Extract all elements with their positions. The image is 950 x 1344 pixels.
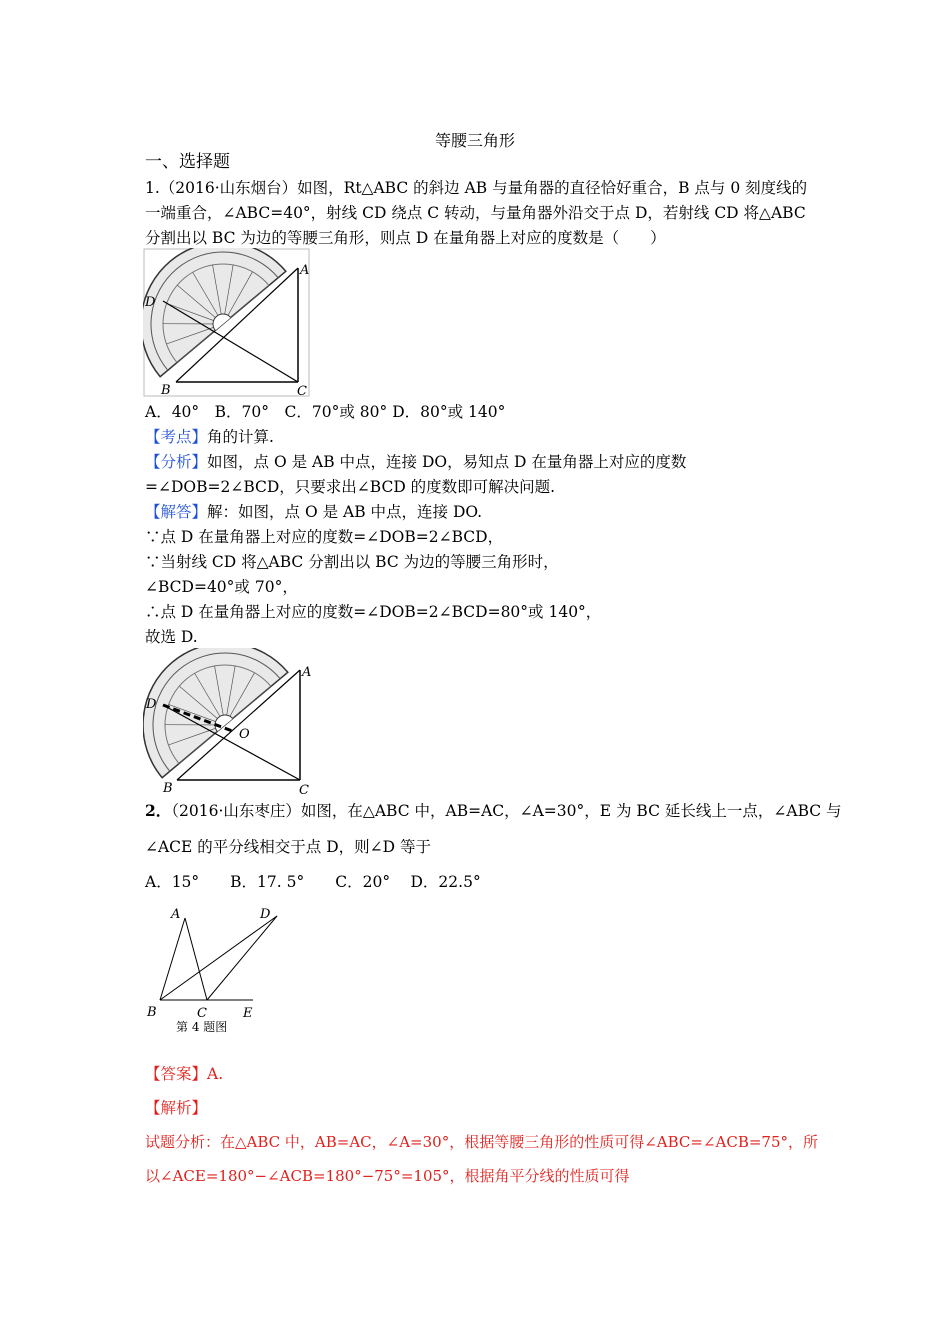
q2-text-1: （2016·山东枣庄）如图，在△ABC 中，AB=AC，∠A=30°，E 为 BC 延长线上一点，∠ABC 与: [171, 802, 842, 820]
q1-kaodian: [145, 427, 274, 447]
fig1-label-d: D: [145, 295, 156, 310]
answer-text: A.: [207, 1065, 224, 1083]
fenxi-tag: 【分析】: [145, 453, 208, 471]
q1-step-4: ∴点 D 在量角器上对应的度数=∠DOB=2∠BCD=80°或 140°，: [145, 603, 602, 621]
q1-options: A．40° B．70° C．70°或 80° D．80°或 140°: [145, 403, 506, 421]
q1-line-3: 分割出以 BC 为边的等腰三角形，则点 D 在量角器上对应的度数是（ ）: [145, 229, 666, 247]
q1-step-3: ∠BCD=40°或 70°，: [145, 578, 298, 596]
fenxi-text-1: 如图，点 O 是 AB 中点，连接 DO，易知点 D 在量角器上对应的度数: [207, 453, 687, 471]
q2-line-2: ∠ACE 的平分线相交于点 D，则∠D 等于: [145, 838, 431, 856]
jieda-text: 解：如图，点 O 是 AB 中点，连接 DO.: [207, 503, 483, 521]
protractor-figure-1: [143, 248, 311, 398]
fig2-label-d: D: [146, 697, 157, 712]
q1-step-2: ∵当射线 CD 将△ABC 分割出以 BC 为边的等腰三角形时，: [145, 553, 559, 571]
q1-line-2: 一端重合，∠ABC=40°，射线 CD 绕点 C 转动，与量角器外沿交于点 D，若射线 CD 将△ABC: [145, 204, 806, 222]
triangle-figure: [143, 904, 293, 1036]
q2-number: 2．: [145, 801, 172, 820]
q2-answer: [145, 1064, 223, 1084]
fig3-label-a: A: [171, 907, 181, 922]
protractor-figure-2: [143, 648, 315, 796]
q1-step-5: 故选 D.: [145, 628, 198, 646]
q1-fenxi: [145, 452, 686, 472]
q2-line-1: [145, 801, 842, 821]
fig1-label-b: B: [161, 383, 171, 398]
q1-line-1: 1.（2016·山东烟台）如图，Rt△ABC 的斜边 AB 与量角器的直径恰好重合，B 点与 0 刻度线的: [145, 179, 808, 197]
q1-fenxi-2: =∠DOB=2∠BCD，只要求出∠BCD 的度数即可解决问题.: [145, 478, 556, 496]
q1-jieda: [145, 502, 482, 522]
fig1-label-c: C: [297, 384, 307, 398]
fig3-caption: 第 4 题图: [176, 1020, 228, 1034]
fig2-label-b: B: [163, 781, 173, 796]
q2-analysis-line-1: 试题分析：在△ABC 中，AB=AC，∠A=30°，根据等腰三角形的性质可得∠ABC=∠ACB=75°，所: [145, 1133, 819, 1151]
fig2-label-o: O: [239, 727, 250, 742]
fig1-label-a: A: [300, 263, 310, 278]
section-heading: 一、选择题: [145, 152, 230, 172]
fig3-label-d: D: [260, 907, 271, 922]
fig3-label-c: C: [197, 1006, 207, 1021]
fig3-label-b: B: [147, 1005, 157, 1020]
fig2-label-a: A: [302, 665, 312, 680]
page-title: 等腰三角形: [434, 131, 515, 150]
kaodian-tag: 【考点】: [145, 428, 208, 446]
q2-analysis-line-2: 以∠ACE=180°−∠ACB=180°−75°=105°，根据角平分线的性质可得: [145, 1167, 630, 1185]
answer-tag: 【答案】: [145, 1065, 208, 1083]
q2-analysis-tag: 【解析】: [145, 1099, 208, 1117]
jieda-tag: 【解答】: [145, 503, 208, 521]
kaodian-text: 角的计算.: [207, 428, 274, 446]
fig2-label-c: C: [299, 783, 309, 796]
q2-options: A．15° B．17. 5° C．20° D．22.5°: [145, 873, 481, 891]
fig3-label-e: E: [243, 1006, 253, 1021]
q1-step-1: ∵点 D 在量角器上对应的度数=∠DOB=2∠BCD，: [145, 528, 504, 546]
